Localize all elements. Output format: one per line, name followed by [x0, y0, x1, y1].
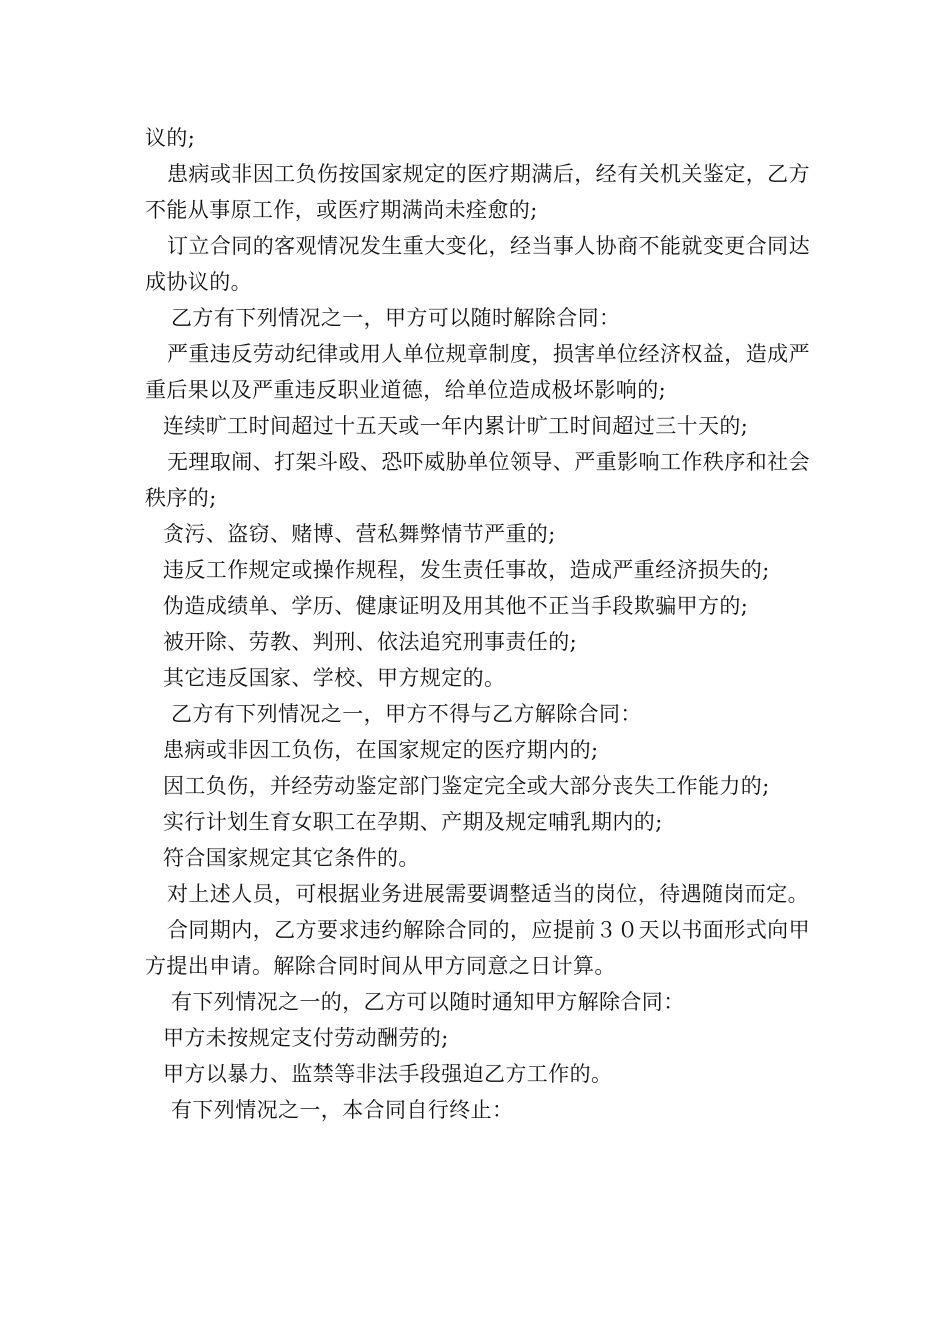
paragraph-11: 被开除、劳教、判刑、依法追究刑事责任的; — [163, 630, 578, 654]
paragraph-5: 严重违反劳动纪律或用人单位规章制度，损害单位经济权益，造成严重后果以及严重违反职业道德，给单位造成极坏影响的; — [145, 342, 810, 402]
paragraph-14: 患病或非因工负伤，在国家规定的医疗期内的; — [163, 738, 599, 762]
document-body — [145, 120, 810, 1128]
paragraph-15: 因工负伤，并经劳动鉴定部门鉴定完全或大部分丧失工作能力的; — [163, 774, 770, 798]
paragraph-12: 其它违反国家、学校、甲方规定的。 — [163, 666, 506, 690]
paragraph-6: 连续旷工时间超过十五天或一年内累计旷工时间超过三十天的; — [163, 414, 749, 438]
paragraph-4: 乙方有下列情况之一，甲方可以随时解除合同： — [171, 306, 621, 330]
paragraph-1: 议的; — [145, 126, 196, 150]
paragraph-10: 伪造成绩单、学历、健康证明及用其他不正当手段欺骗甲方的; — [163, 594, 749, 618]
paragraph-19: 合同期内，乙方要求违约解除合同的，应提前３０天以书面形式向甲方提出申请。解除合同时间从甲方同意之日计算。 — [145, 918, 810, 978]
paragraph-21: 甲方未按规定支付劳动酬劳的; — [163, 1026, 449, 1050]
paragraph-18: 对上述人员，可根据业务进展需要调整适当的岗位，待遇随岗而定。 — [167, 882, 809, 906]
paragraph-2: 患病或非因工负伤按国家规定的医疗期满后，经有关机关鉴定，乙方不能从事原工作，或医疗期满尚未痊愈的; — [145, 162, 810, 222]
paragraph-8: 贪污、盗窃、赌博、营私舞弊情节严重的; — [163, 522, 556, 546]
paragraph-9: 违反工作规定或操作规程，发生责任事故，造成严重经济损失的; — [163, 558, 770, 582]
paragraph-13: 乙方有下列情况之一，甲方不得与乙方解除合同： — [171, 702, 642, 726]
paragraph-3: 订立合同的客观情况发生重大变化，经当事人协商不能就变更合同达成协议的。 — [145, 234, 810, 294]
paragraph-23: 有下列情况之一，本合同自行终止： — [171, 1098, 514, 1122]
paragraph-20: 有下列情况之一的，乙方可以随时通知甲方解除合同： — [171, 990, 685, 1014]
paragraph-16: 实行计划生育女职工在孕期、产期及规定哺乳期内的; — [163, 810, 663, 834]
paragraph-17: 符合国家规定其它条件的。 — [163, 846, 420, 870]
paragraph-7: 无理取闹、打架斗殴、恐吓威胁单位领导、严重影响工作秩序和社会秩序的; — [145, 450, 810, 510]
paragraph-22: 甲方以暴力、监禁等非法手段强迫乙方工作的。 — [163, 1062, 613, 1086]
